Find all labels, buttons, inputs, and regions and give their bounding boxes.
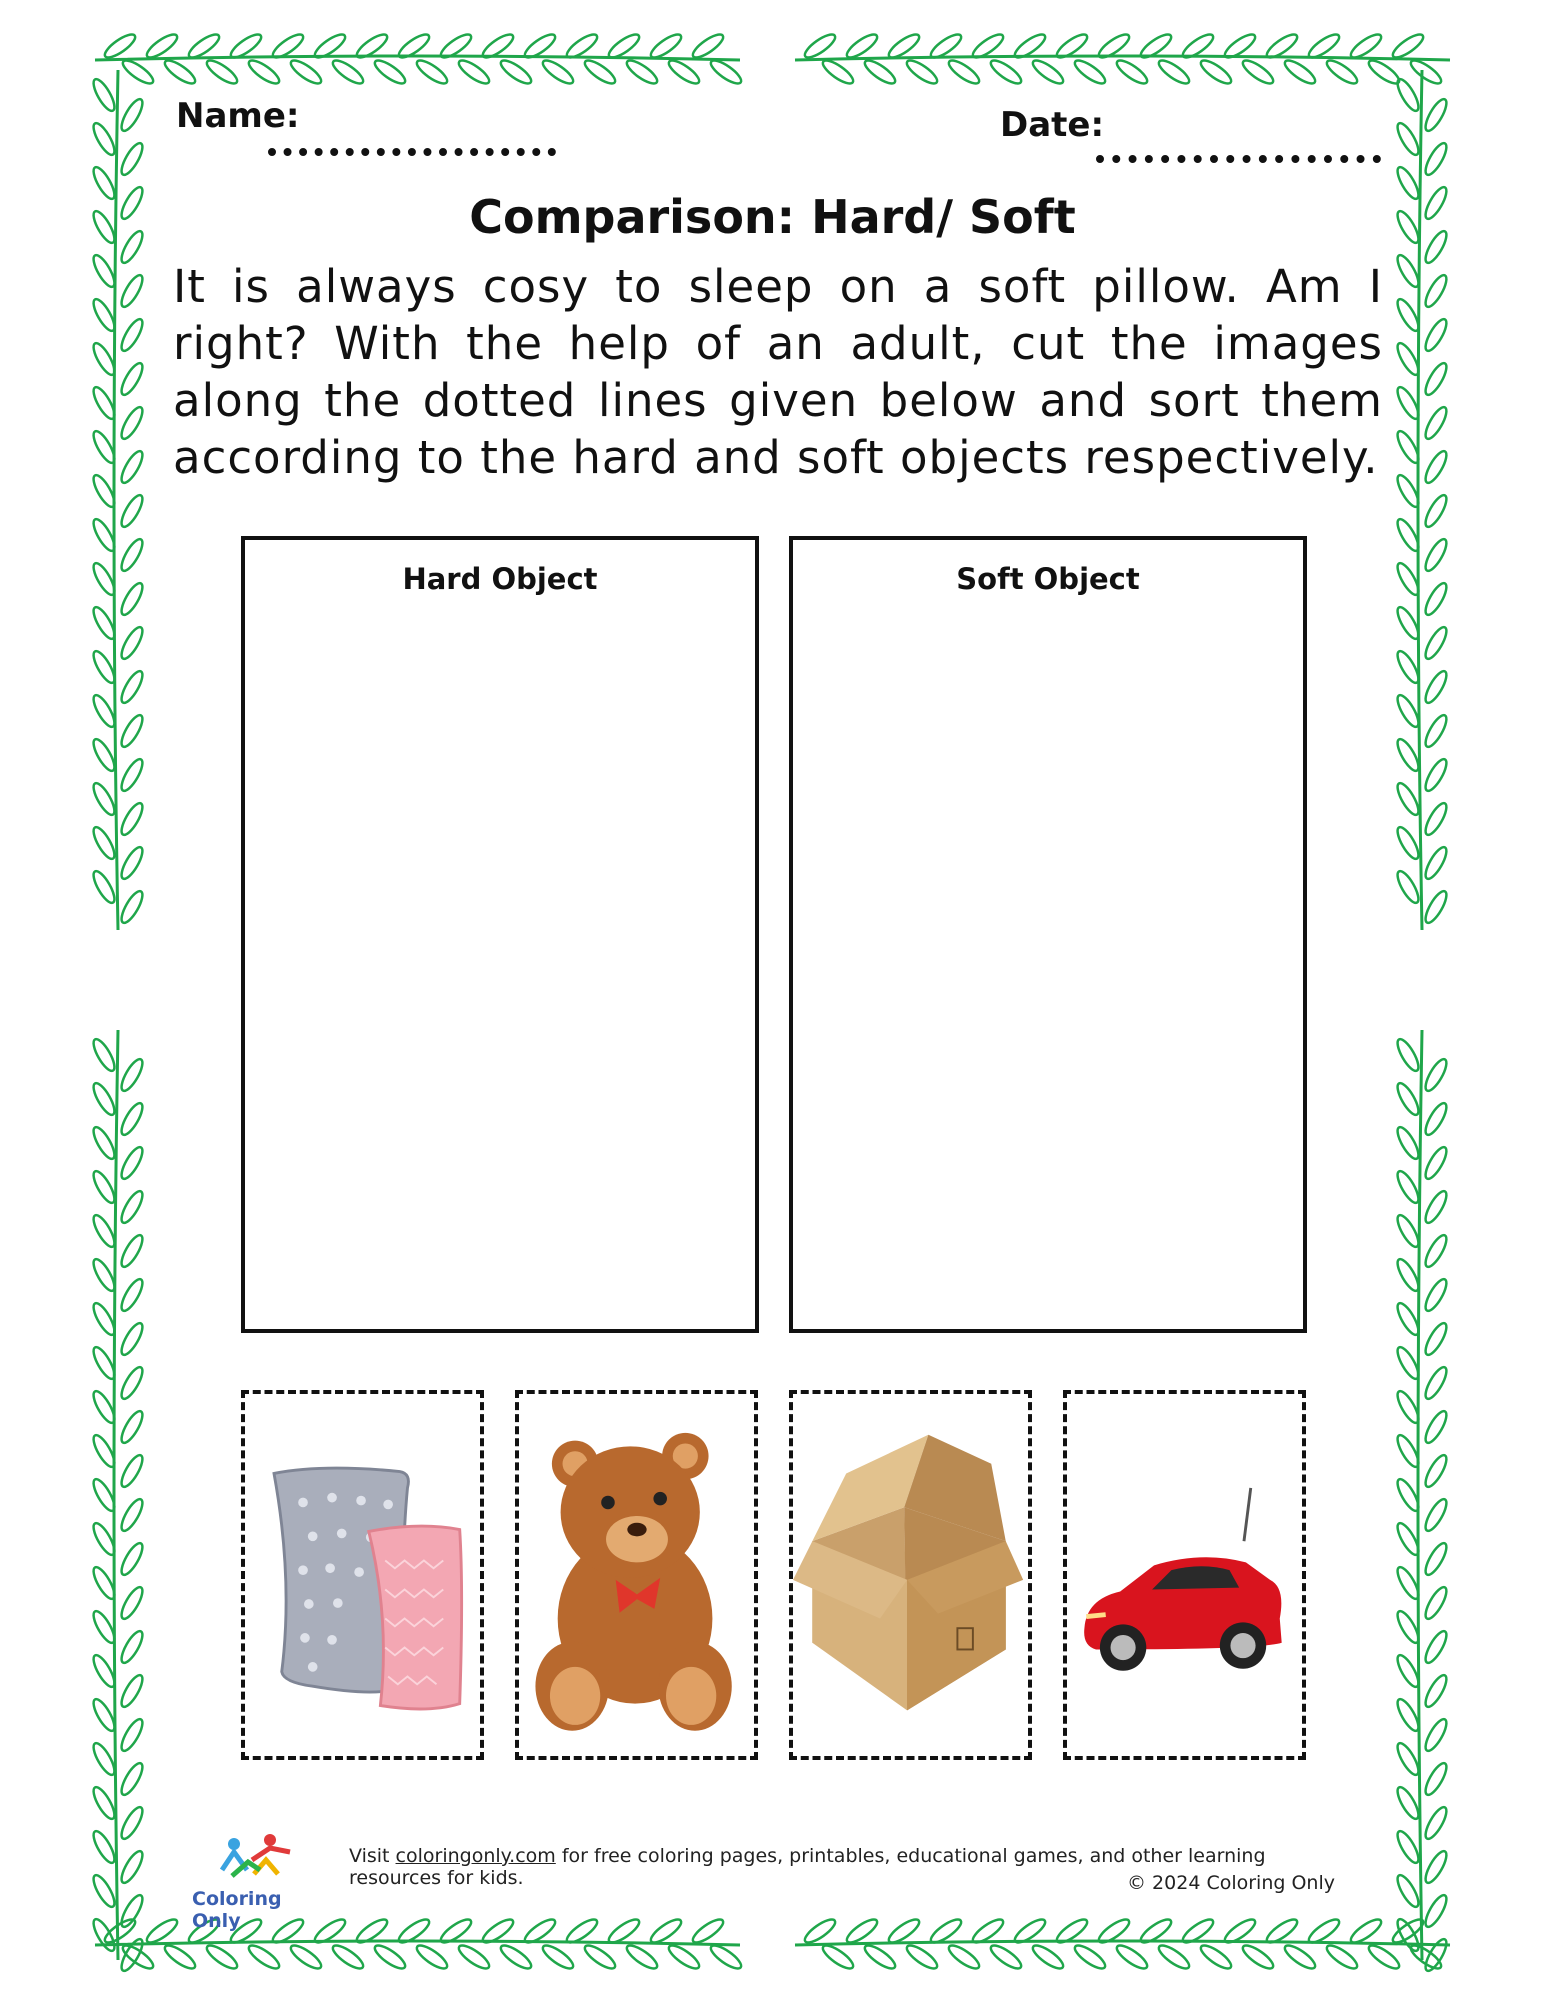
logo-icon <box>192 1830 302 1882</box>
footer-copyright: © 2024 Coloring Only <box>1127 1872 1335 1894</box>
name-field[interactable] <box>268 148 556 156</box>
date-field[interactable] <box>1096 155 1381 163</box>
teddy-bear-icon <box>519 1394 754 1756</box>
toy-car-icon <box>1067 1394 1302 1756</box>
pillows-icon <box>245 1394 480 1756</box>
cardboard-box-card[interactable] <box>789 1390 1032 1760</box>
name-label: Name: <box>176 96 300 136</box>
logo-text: Coloring Only <box>192 1888 282 1932</box>
toy-car-card[interactable] <box>1063 1390 1306 1760</box>
footer-visit-prefix: Visit <box>349 1845 396 1867</box>
teddy-bear-card[interactable] <box>515 1390 758 1760</box>
footer-link[interactable]: coloringonly.com <box>395 1845 556 1867</box>
coloring-only-logo[interactable] <box>192 1830 302 1932</box>
page-title: Comparison: Hard/ Soft <box>469 190 1076 244</box>
soft-object-label: Soft Object <box>956 562 1140 596</box>
pillows-card[interactable] <box>241 1390 484 1760</box>
date-label: Date: <box>1000 105 1105 145</box>
hard-object-box[interactable] <box>241 536 759 1333</box>
soft-object-box[interactable] <box>789 536 1307 1333</box>
footer-visit-suffix: for free coloring pages, printables, educational games, and other learning resources for kids. <box>349 1845 1266 1889</box>
cardboard-box-icon <box>793 1394 1028 1756</box>
hard-object-label: Hard Object <box>402 562 598 596</box>
instructions-text: It is always cosy to sleep on a soft pillow. Am I right? With the help of an adult, cut the images along the dotted lines given below and sort them according to the hard and soft objects respectively. <box>173 260 1383 484</box>
